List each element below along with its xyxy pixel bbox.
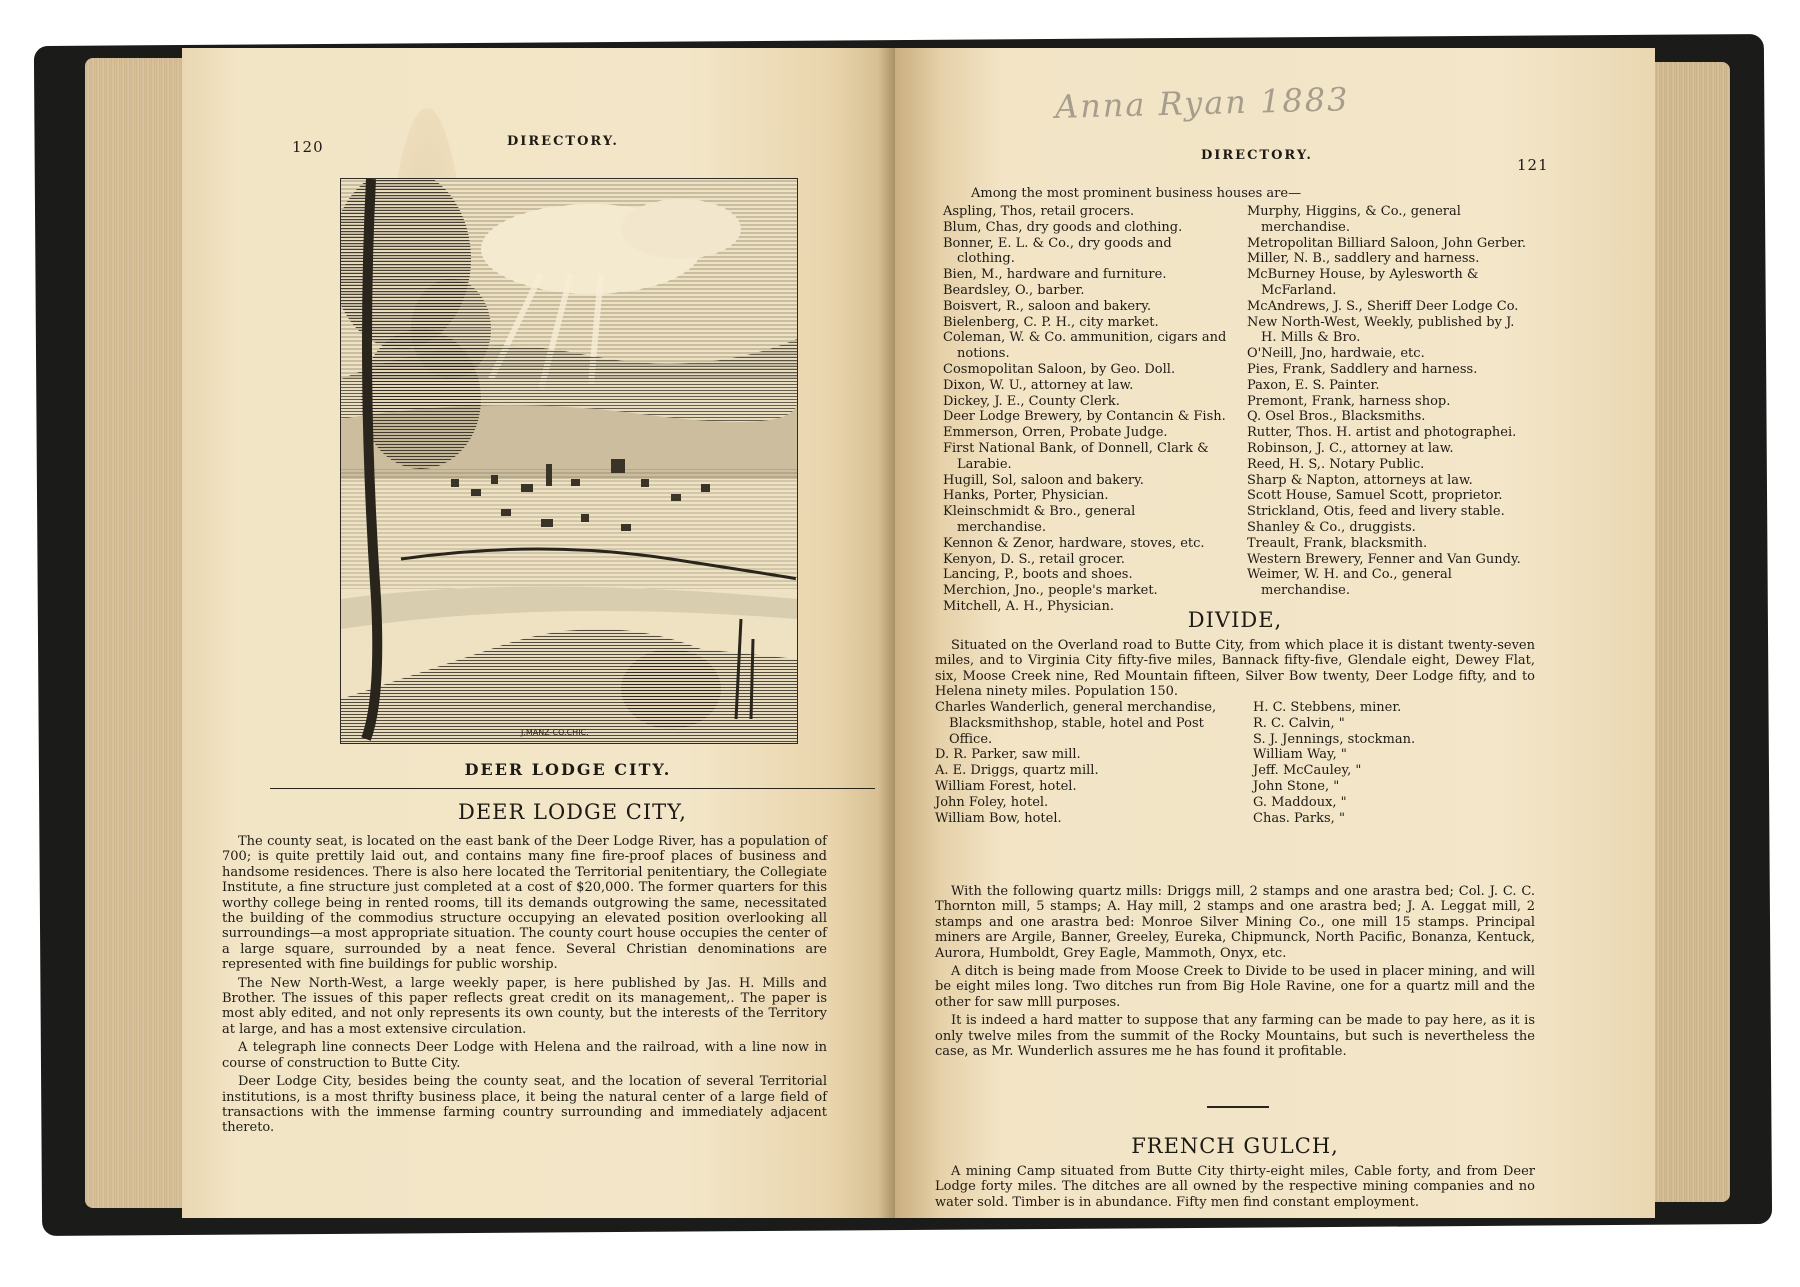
list-item: Q. Osel Bros., Blacksmiths. [1247, 409, 1426, 425]
list-item: Bien, M., hardware and furniture. [943, 267, 1167, 283]
french-gulch-heading: FRENCH GULCH, [1131, 1134, 1339, 1158]
list-item: D. R. Parker, saw mill. [935, 747, 1081, 763]
list-item: Kleinschmidt & Bro., general merchandise. [943, 504, 1136, 535]
list-item: John Stone, " [1253, 778, 1340, 794]
deer-lodge-heading: DEER LODGE CITY, [458, 800, 687, 824]
right-running-head: DIRECTORY. [1201, 148, 1313, 163]
list-item: Mitchell, A. H., Physician. [943, 598, 1114, 614]
deer-lodge-text [222, 834, 827, 1139]
business-list-right [1247, 204, 1532, 599]
list-item: Kennon & Zenor, hardware, stoves, etc. [943, 535, 1205, 551]
list-item: Premont, Frank, harness shop. [1247, 393, 1451, 409]
list-item: Charles Wanderlich, general merchandise, Blacksmithshop, stable, hotel and Post Office. [935, 700, 1217, 747]
list-item: Aspling, Thos, retail grocers. [943, 204, 1135, 219]
right-page [895, 48, 1655, 1218]
paragraph: A ditch is being made from Moose Creek to Divide to be used in placer mining, and will be eight miles long. Two ditches run from Big Hole Ravine, one for a quartz mill and the other for saw mlll purposes. [935, 964, 1535, 1010]
list-item: Hanks, Porter, Physician. [943, 488, 1109, 504]
list-item: Scott House, Samuel Scott, proprietor. [1247, 488, 1503, 504]
left-page-number: 120 [292, 138, 324, 156]
list-item: Western Brewery, Fenner and Van Gundy. [1247, 551, 1521, 567]
section-divider [1207, 1106, 1269, 1108]
paragraph: It is indeed a hard matter to suppose that any farming can be made to pay here, as it is only twelve miles from the summit of the Rocky Mountains, but such is nevertheless the case, as Mr. Wunderlich assures me he has found it profitable. [935, 1013, 1535, 1060]
list-item: McBurney House, by Aylesworth & McFarland. [1247, 267, 1479, 298]
divide-intro [935, 638, 1535, 703]
list-item: Shanley & Co., druggists. [1247, 519, 1416, 535]
list-item: O'Neill, Jno, hardwaie, etc. [1247, 346, 1425, 362]
illustration-caption: DEER LODGE CITY. [464, 760, 672, 779]
list-item: Kenyon, D. S., retail grocer. [943, 551, 1125, 567]
paragraph: Deer Lodge City, besides being the county seat, and the location of several Territorial institutions, is a most thrifty business place, it being the natural center of a large field of transactions with the immense farming country surrounding and immediately adjacent thereto. [222, 1074, 827, 1136]
divide-heading: DIVIDE, [1187, 608, 1283, 632]
list-item: Metropolitan Billiard Saloon, John Gerber. [1247, 235, 1527, 251]
paragraph: The New North-West, a large weekly paper, is here published by Jas. H. Mills and Brother. The issues of this paper reflects great credit on its management,. The paper is most ably edited, and not only represents its own county, but the interests of the Territory at large, and has a most extensive circulation. [222, 975, 827, 1037]
list-item: Emmerson, Orren, Probate Judge. [943, 425, 1168, 441]
divide-details [935, 884, 1535, 1062]
business-list-left [943, 204, 1228, 615]
divide-list-left [935, 700, 1225, 826]
list-item: Murphy, Higgins, & Co., general merchandise. [1247, 204, 1461, 235]
deer-lodge-engraving [340, 178, 798, 744]
list-item: William Bow, hotel. [935, 810, 1062, 826]
list-item: H. C. Stebbens, miner. [1253, 700, 1402, 715]
list-item: S. J. Jennings, stockman. [1253, 731, 1416, 747]
list-item: Coleman, W. & Co. ammunition, cigars and notions. [943, 330, 1227, 362]
list-item: G. Maddoux, " [1253, 794, 1347, 810]
list-item: Merchion, Jno., people's market. [943, 583, 1158, 599]
list-item: Sharp & Napton, attorneys at law. [1247, 472, 1473, 488]
list-item: Treault, Frank, blacksmith. [1247, 535, 1428, 551]
list-item: Bonner, E. L. & Co., dry goods and clothing. [943, 235, 1172, 267]
list-item: William Forest, hotel. [935, 778, 1077, 794]
left-running-head: DIRECTORY. [507, 134, 619, 149]
list-item: Dickey, J. E., County Clerk. [943, 393, 1120, 409]
divide-list-right [1253, 700, 1513, 826]
list-item: A. E. Driggs, quartz mill. [935, 763, 1099, 779]
list-item: Reed, H. S,. Notary Public. [1247, 456, 1425, 472]
list-item: Deer Lodge Brewery, by Contancin & Fish. [943, 409, 1226, 425]
list-item: John Foley, hotel. [935, 794, 1049, 810]
list-item: Blum, Chas, dry goods and clothing. [943, 219, 1183, 235]
paragraph: A mining Camp situated from Butte City thirty-eight miles, Cable forty, and from Deer Lodge forty miles. The ditches are all owned by the respective mining companies and no water sold. Timber is in abundance. Fifty men find constant employment. [935, 1164, 1535, 1210]
french-gulch-text [935, 1164, 1535, 1213]
engraving-illustration [341, 179, 797, 743]
list-item: Lancing, P., boots and shoes. [943, 567, 1133, 583]
list-item: Pies, Frank, Saddlery and harness. [1247, 361, 1478, 377]
handwritten-inscription: Anna Ryan 1883 [1054, 80, 1350, 126]
paragraph: The county seat, is located on the east bank of the Deer Lodge River, has a population of 700; is quite prettily laid out, and contains many fine fire-proof places of business and handsome residences. There is also here located the Territorial penitentiary, the Collegiate Institute, a fine structure just completed at a cost of $20,000. The former quarters for this worthy college being in rented rooms, till its demands outgrowing the same, necessitated the building of the commodius structure occupying an elevated position overlooking all surroundings—a most appropriate situation. The county court house occupies the center of a large square, surrounded by a neat fence. Several Christian denominations are represented with fine buildings for public worship. [222, 834, 827, 973]
list-item: McAndrews, J. S., Sheriff Deer Lodge Co. [1247, 298, 1519, 314]
paragraph: Situated on the Overland road to Butte City, from which place it is distant twenty-seven miles, and to Virginia City fifty-five miles, Bannack fifty-five, Glendale eight, Dewey Flat, six, Moose Creek nine, Red Mountain fifteen, Silver Bow twenty, Deer Lodge fifty, and to Helena ninety miles. Population 150. [935, 638, 1535, 700]
list-item: Cosmopolitan Saloon, by Geo. Doll. [943, 361, 1176, 377]
list-item: Miller, N. B., saddlery and harness. [1247, 251, 1480, 267]
right-page-number: 121 [1517, 156, 1549, 174]
list-item: Dixon, W. U., attorney at law. [943, 377, 1134, 393]
caption-rule [270, 788, 875, 789]
list-item: Bielenberg, C. P. H., city market. [943, 314, 1159, 330]
list-item: Paxon, E. S. Painter. [1247, 377, 1380, 393]
list-item: New North-West, Weekly, published by J. H. Mills & Bro. [1247, 314, 1515, 346]
list-item: Robinson, J. C., attorney at law. [1247, 440, 1454, 456]
list-item: Boisvert, R., saloon and bakery. [943, 298, 1152, 314]
list-item: Hugill, Sol, saloon and bakery. [943, 472, 1144, 488]
list-item: Jeff. McCauley, " [1253, 763, 1362, 779]
list-item: Chas. Parks, " [1253, 810, 1345, 826]
engraving-signature: J.MANZ-CO.CHIC. [521, 728, 589, 737]
list-item: Beardsley, O., barber. [943, 282, 1085, 298]
list-item: Rutter, Thos. H. artist and photographei. [1247, 425, 1517, 441]
paragraph: A telegraph line connects Deer Lodge with Helena and the railroad, with a line now in course of construction to Butte City. [222, 1040, 827, 1071]
business-intro [955, 186, 1515, 204]
list-item: R. C. Calvin, " [1253, 715, 1345, 731]
paragraph: With the following quartz mills: Driggs mill, 2 stamps and one arastra bed; Col. J. C. C. Thornton mill, 5 stamps; A. Hay mill, 2 stamps and one arastra bed; J. A. Leggat mill, 2 stamps and one arastra bed: Monroe Silver Mining Co., one mill 15 stamps. Principal miners are Argile, Banner, Greeley, Eureka, Chipmunck, North Pacific, Bonanza, Kentuck, Aurora, Humboldt, Grey Eagle, Mammoth, Onyx, etc. [935, 884, 1535, 961]
list-item: First National Bank, of Donnell, Clark & Larabie. [943, 440, 1209, 472]
list-item: Weimer, W. H. and Co., general merchandise. [1247, 567, 1452, 599]
list-item: Strickland, Otis, feed and livery stable. [1247, 504, 1505, 520]
paragraph: Among the most prominent business houses are— [971, 186, 1302, 201]
list-item: William Way, " [1253, 747, 1347, 763]
left-page [182, 48, 902, 1218]
